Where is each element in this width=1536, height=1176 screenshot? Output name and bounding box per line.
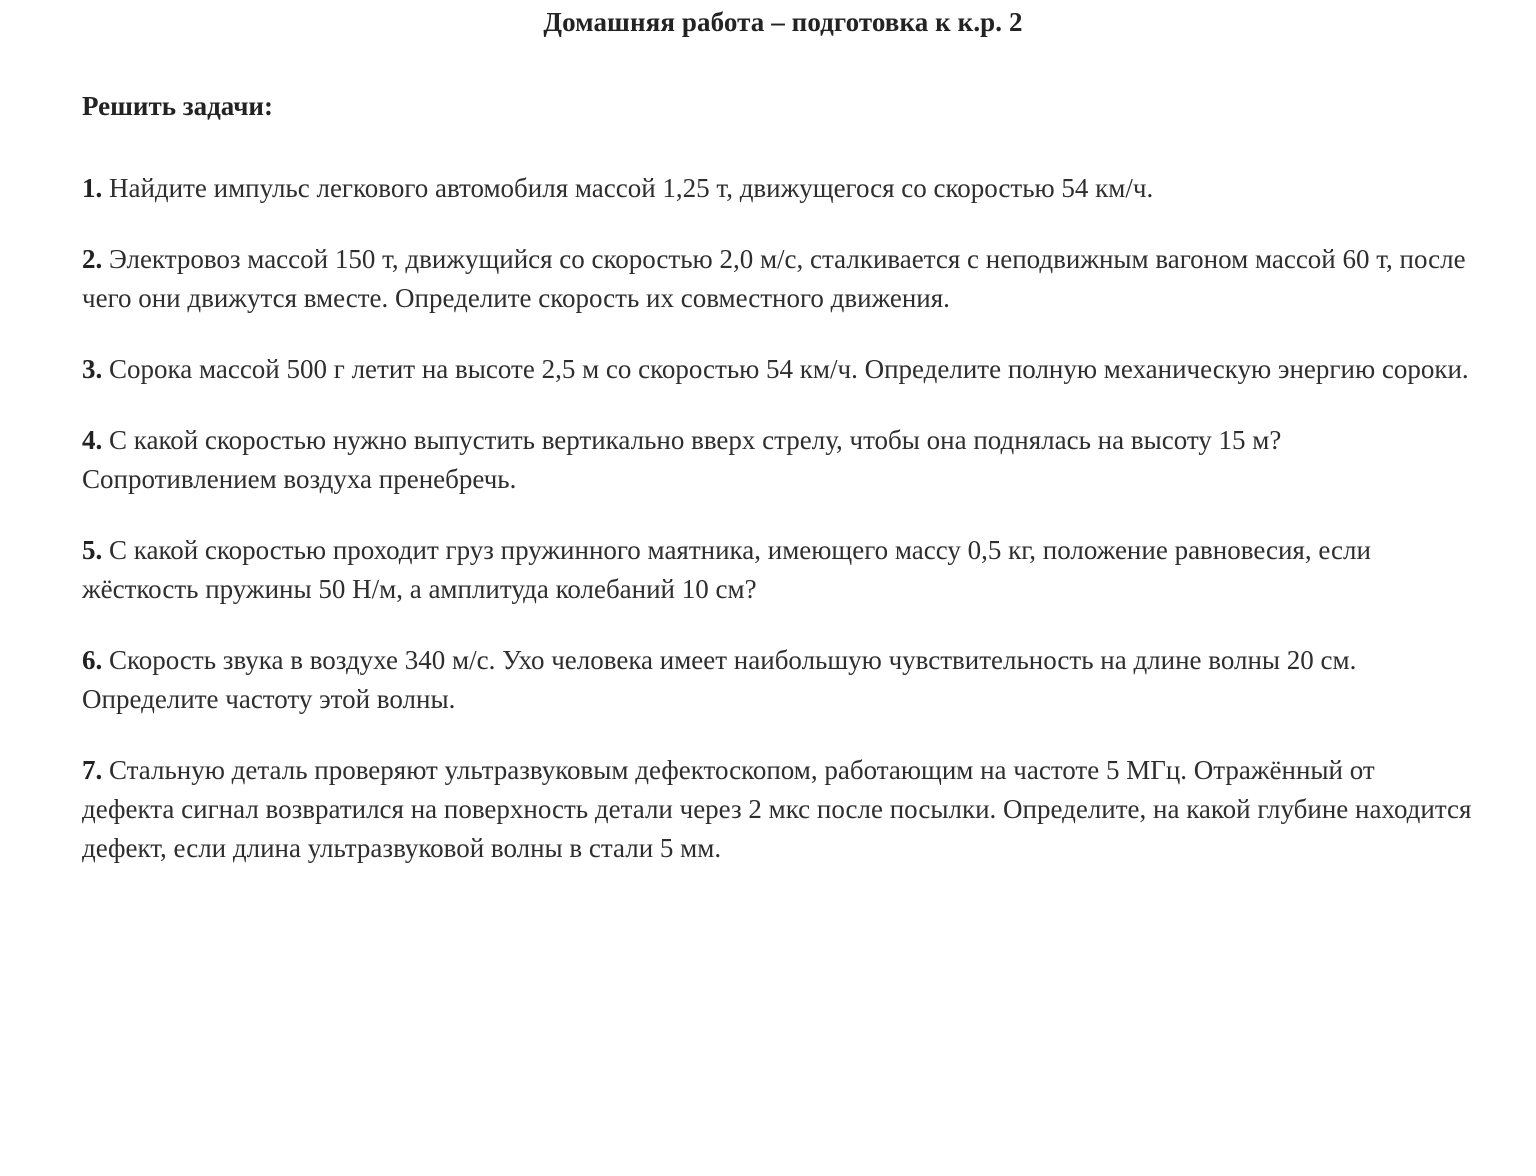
task-number-5: 5.	[82, 534, 103, 565]
task-number-4: 4.	[82, 424, 103, 455]
task-item-1	[82, 169, 1472, 208]
task-number-7: 7.	[82, 754, 103, 785]
task-text-4: С какой скоростью нужно выпустить вертикально вверх стрелу, чтобы она поднялась на высоту 15 м? Сопротивлением воздуха пренебречь.	[82, 424, 1282, 494]
task-item-4	[82, 421, 1472, 499]
task-item-2	[82, 240, 1472, 318]
task-number-3: 3.	[82, 353, 103, 384]
task-item-3	[82, 350, 1472, 389]
page-title: Домашняя работа – подготовка к к.р. 2	[543, 7, 1023, 37]
task-text-5: С какой скоростью проходит груз пружинного маятника, имеющего массу 0,5 кг, положение равновесия, если жёсткость пружины 50 Н/м, а амплитуда колебаний 10 см?	[82, 534, 1371, 604]
task-text-3: Сорока массой 500 г летит на высоте 2,5 м со скоростью 54 км/ч. Определите полную механическую энергию сороки.	[109, 353, 1469, 384]
task-text-2: Электровоз массой 150 т, движущийся со скоростью 2,0 м/с, сталкивается с неподвижным вагоном массой 60 т, после чего они движутся вместе. Определите скорость их совместного движения.	[82, 243, 1466, 313]
task-number-1: 1.	[82, 172, 103, 203]
task-text-7: Стальную деталь проверяют ультразвуковым дефектоскопом, работающим на частоте 5 МГц. Отражённый от дефекта сигнал возвратился на поверхность детали через 2 мкс после посылки. Определите, на какой глубине находится дефект, если длина ультразвуковой волны в стали 5 мм.	[82, 754, 1472, 863]
task-number-2: 2.	[82, 243, 103, 274]
task-item-7	[82, 751, 1472, 868]
section-heading-tasks: Решить задачи:	[82, 90, 273, 121]
task-text-6: Скорость звука в воздухе 340 м/с. Ухо человека имеет наибольшую чувствительность на длине волны 20 см. Определите частоту этой волны.	[82, 644, 1357, 714]
task-number-6: 6.	[82, 644, 103, 675]
page-bottom-margin	[82, 868, 1474, 1038]
document-body	[0, 91, 1536, 1038]
task-item-5	[82, 531, 1472, 609]
task-text-1: Найдите импульс легкового автомобиля массой 1,25 т, движущегося со скоростью 54 км/ч.	[109, 172, 1154, 203]
task-item-6	[82, 641, 1472, 719]
